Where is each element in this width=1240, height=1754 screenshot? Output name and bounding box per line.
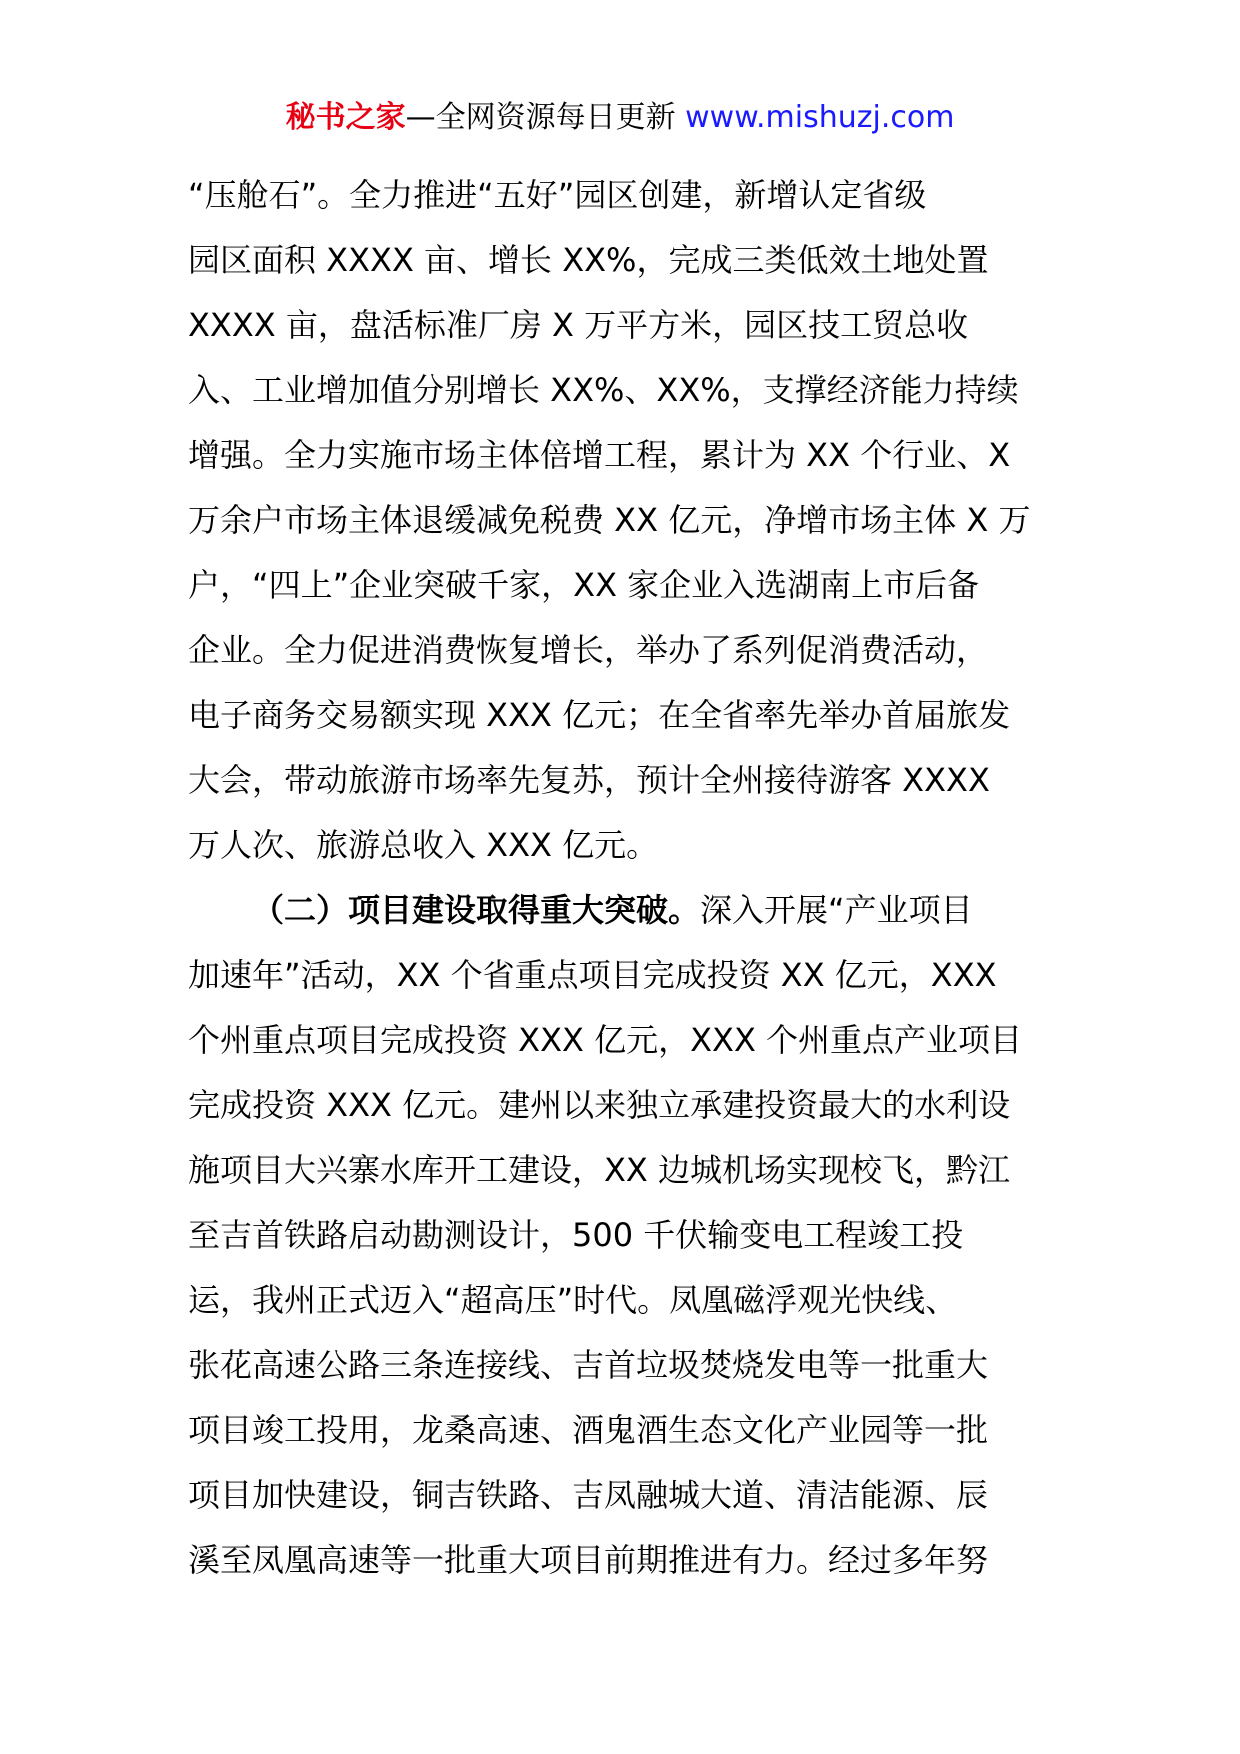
- text-line: 项目加快建设，铜吉铁路、吉凤融城大道、清洁能源、辰: [188, 1476, 989, 1514]
- text-line: 万人次、旅游总收入 XXX 亿元。: [188, 826, 659, 864]
- section-heading-rest: 深入开展“产业项目: [700, 891, 973, 929]
- text-line: 至吉首铁路启动勘测设计，500 千伏输变电工程竣工投: [188, 1216, 964, 1254]
- brand-name: 秘书之家: [285, 100, 406, 135]
- text-line: 园区面积 XXXX 亩、增长 XX%，完成三类低效土地处置: [188, 241, 989, 279]
- text-line: 溪至凤凰高速等一批重大项目前期推进有力。经过多年努: [188, 1541, 989, 1579]
- text-line: 万余户市场主体退缓减免税费 XX 亿元，净增市场主体 X 万: [188, 501, 1031, 539]
- text-line: 电子商务交易额实现 XXX 亿元；在全省率先举办首届旅发: [188, 696, 1011, 734]
- text-line: 企业。全力促进消费恢复增长，举办了系列促消费活动，: [188, 631, 989, 669]
- text-line: 运，我州正式迈入“超高压”时代。凤凰磁浮观光快线、: [188, 1281, 958, 1319]
- text-line: “压舱石”。全力推进“五好”园区创建，新增认定省级: [188, 176, 927, 214]
- text-line: 个州重点项目完成投资 XXX 亿元，XXX 个州重点产业项目: [188, 1021, 1023, 1059]
- text-line: 增强。全力实施市场主体倍增工程，累计为 XX 个行业、X: [188, 436, 1011, 474]
- section-heading-line: [188, 878, 1060, 943]
- text-line: 施项目大兴寨水库开工建设，XX 边城机场实现校飞，黔江: [188, 1151, 1011, 1189]
- page-header: [0, 98, 1240, 138]
- text-line: XXXX 亩，盘活标准厂房 X 万平方米，园区技工贸总收: [188, 306, 969, 344]
- document-body: [188, 163, 1060, 1593]
- website-link[interactable]: www.mishuzj.com: [685, 100, 955, 135]
- text-line: 入、工业增加值分别增长 XX%、XX%，支撑经济能力持续: [188, 371, 1019, 409]
- text-line: 张花高速公路三条连接线、吉首垃圾焚烧发电等一批重大: [188, 1346, 989, 1384]
- text-line: 加速年”活动，XX 个省重点项目完成投资 XX 亿元，XXX: [188, 956, 997, 994]
- text-line: 大会，带动旅游市场率先复苏，预计全州接待游客 XXXX: [188, 761, 990, 799]
- text-line: 完成投资 XXX 亿元。建州以来独立承建投资最大的水利设: [188, 1086, 1011, 1124]
- section-heading: （二）项目建设取得重大突破。: [252, 891, 701, 929]
- text-line: 项目竣工投用，龙桑高速、酒鬼酒生态文化产业园等一批: [188, 1411, 989, 1449]
- header-tagline: —全网资源每日更新: [405, 100, 686, 135]
- paragraph-2: [188, 878, 1060, 1593]
- paragraph-1: [188, 163, 1060, 878]
- text-line: 户，“四上”企业突破千家，XX 家企业入选湖南上市后备: [188, 566, 980, 604]
